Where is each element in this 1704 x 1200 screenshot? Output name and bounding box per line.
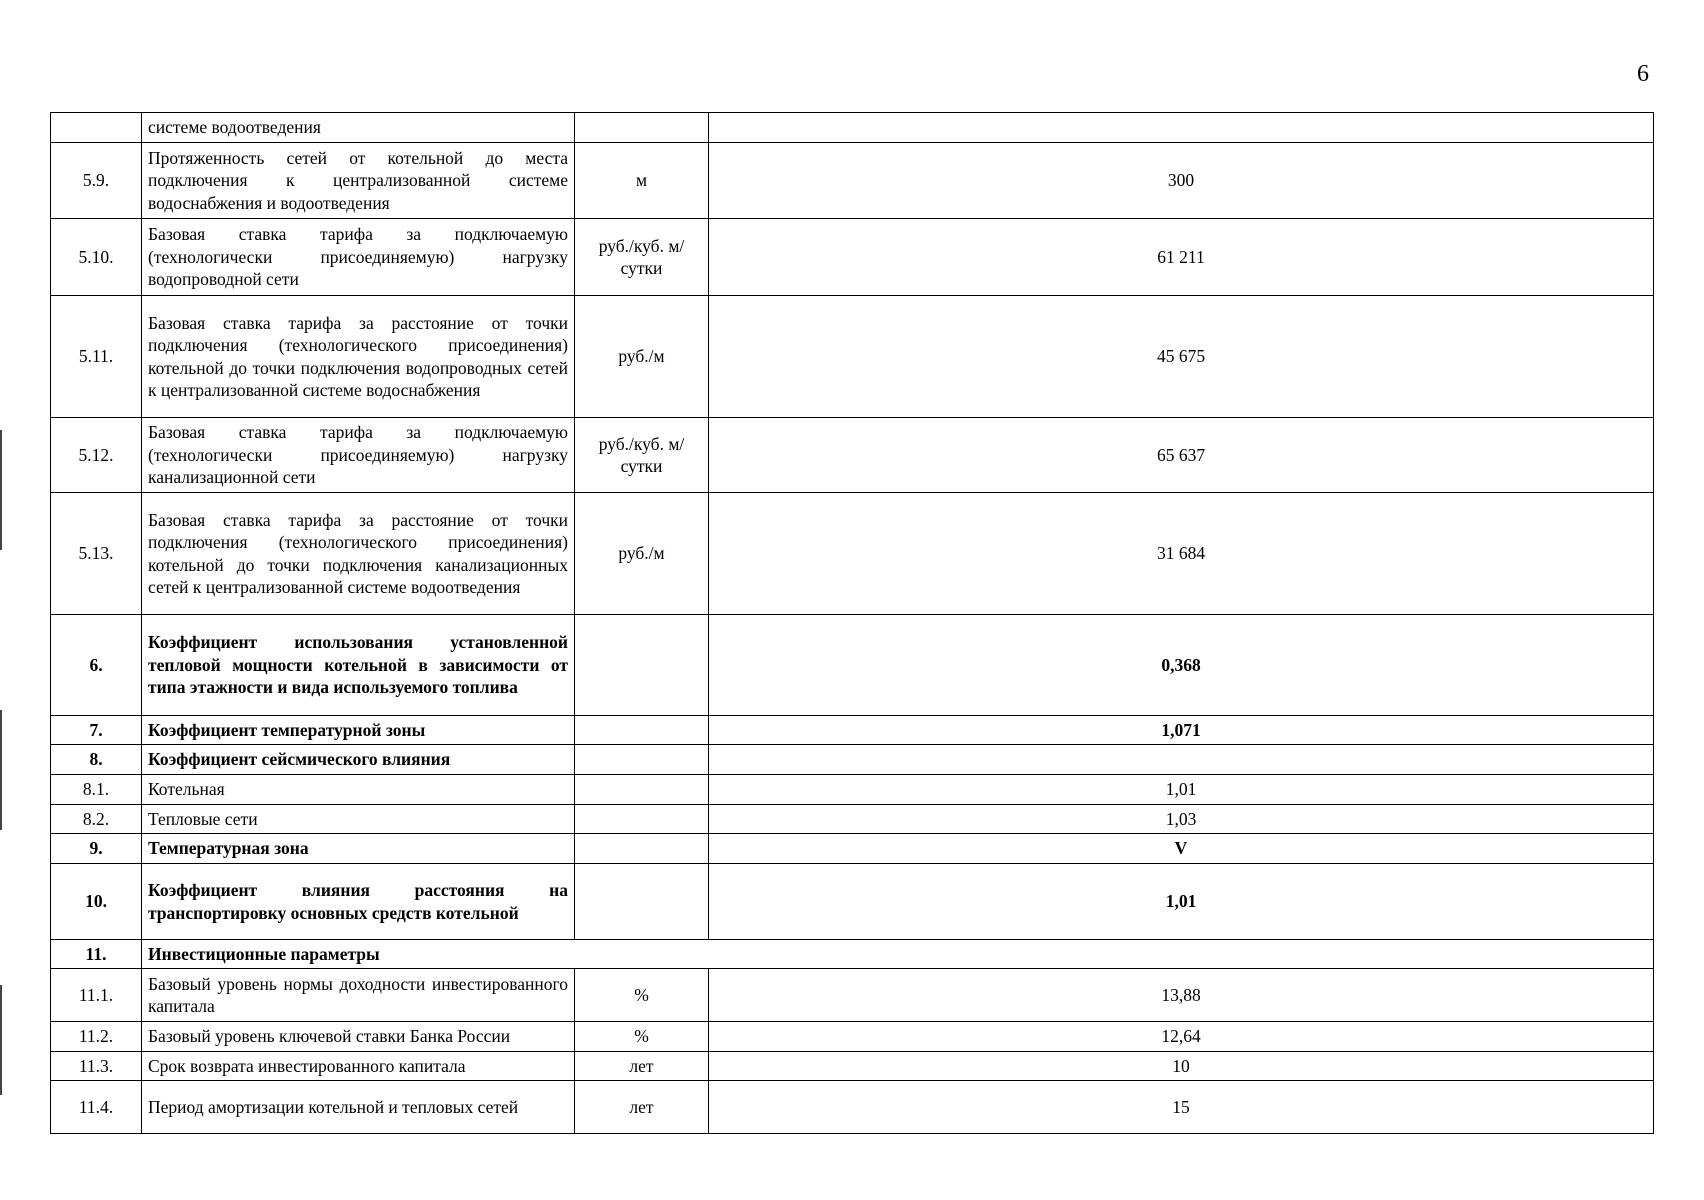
unit-text: руб./куб. м/ — [598, 433, 685, 454]
table-row — [51, 805, 1654, 834]
table-row — [51, 1052, 1654, 1081]
unit-cell — [575, 864, 709, 940]
unit-cell — [575, 1081, 709, 1134]
row-number: 5.10. — [51, 219, 142, 296]
unit-cell — [575, 493, 709, 615]
unit-cell — [575, 615, 709, 716]
parameter-description: Срок возврата инвестированного капитала — [142, 1052, 575, 1081]
table-row — [51, 864, 1654, 940]
table-row — [51, 716, 1654, 745]
parameter-description: Протяженность сетей от котельной до места подключения к централизованной системе водоснабжения и водоотведения — [142, 143, 575, 219]
table-row — [51, 775, 1654, 805]
row-number: 11.3. — [51, 1052, 142, 1081]
parameter-description: Коэффициент использования установленной тепловой мощности котельной в зависимости от типа этажности и вида используемого топлива — [142, 615, 575, 716]
table-row — [51, 745, 1654, 775]
parameter-description: Тепловые сети — [142, 805, 575, 834]
page-number: 6 — [1637, 61, 1649, 87]
row-number: 7. — [51, 716, 142, 745]
unit-cell — [575, 296, 709, 418]
parameter-description: системе водоотведения — [142, 113, 575, 143]
table-row — [51, 969, 1654, 1022]
table-row — [51, 834, 1654, 864]
table-row — [51, 493, 1654, 615]
row-number: 11.2. — [51, 1022, 142, 1052]
unit-cell — [575, 834, 709, 864]
unit-text: руб./куб. м/ — [598, 235, 685, 256]
scan-edge-mark — [0, 430, 2, 550]
parameter-description: Температурная зона — [142, 834, 575, 864]
unit-cell — [575, 716, 709, 745]
scan-edge-mark — [0, 710, 2, 830]
unit-text: руб./м — [618, 346, 665, 367]
row-number — [51, 113, 142, 143]
unit-cell — [575, 805, 709, 834]
row-number: 6. — [51, 615, 142, 716]
row-number: 11.1. — [51, 969, 142, 1022]
table-row — [51, 940, 1654, 969]
parameter-description: Коэффициент влияния расстояния на транспортировку основных средств котельной — [142, 864, 575, 940]
unit-cell — [575, 418, 709, 493]
value-cell — [709, 745, 1654, 775]
unit-text: лет — [629, 1055, 654, 1076]
value-cell: 1,01 — [709, 864, 1654, 940]
unit-cell — [575, 745, 709, 775]
unit-text: % — [634, 1026, 649, 1047]
value-cell: 61 211 — [709, 219, 1654, 296]
unit-text: сутки — [620, 456, 663, 476]
value-cell: 31 684 — [709, 493, 1654, 615]
parameters-table — [50, 112, 1654, 1134]
row-number: 8.1. — [51, 775, 142, 805]
value-cell — [709, 113, 1654, 143]
row-number: 11. — [51, 940, 142, 969]
unit-text: руб./м — [618, 543, 665, 564]
value-cell: 45 675 — [709, 296, 1654, 418]
value-cell: 12,64 — [709, 1022, 1654, 1052]
table-row — [51, 219, 1654, 296]
parameter-description: Котельная — [142, 775, 575, 805]
value-cell: 1,071 — [709, 716, 1654, 745]
row-number: 5.12. — [51, 418, 142, 493]
unit-text: м — [635, 170, 648, 191]
row-number: 8.2. — [51, 805, 142, 834]
unit-cell — [575, 1052, 709, 1081]
parameter-description: Базовая ставка тарифа за расстояние от точки подключения (технологического присоединения) котельной до точки подключения канализационных сетей к централизованной системе водоотведения — [142, 493, 575, 615]
value-cell: V — [709, 834, 1654, 864]
unit-cell — [575, 969, 709, 1022]
unit-cell — [575, 1022, 709, 1052]
parameters-table-body — [51, 113, 1654, 1134]
parameter-description: Коэффициент сейсмического влияния — [142, 745, 575, 775]
row-number: 9. — [51, 834, 142, 864]
unit-text: % — [634, 984, 649, 1005]
value-cell: 1,01 — [709, 775, 1654, 805]
unit-cell — [575, 143, 709, 219]
table-row — [51, 296, 1654, 418]
table-row — [51, 1081, 1654, 1134]
parameter-description: Период амортизации котельной и тепловых сетей — [142, 1081, 575, 1134]
row-number: 11.4. — [51, 1081, 142, 1134]
table-row — [51, 113, 1654, 143]
table-row — [51, 143, 1654, 219]
row-number: 5.13. — [51, 493, 142, 615]
row-number: 5.11. — [51, 296, 142, 418]
value-cell: 65 637 — [709, 418, 1654, 493]
parameter-description: Базовая ставка тарифа за расстояние от точки подключения (технологического присоединения) котельной до точки подключения водопроводных сетей к централизованной системе водоснабжения — [142, 296, 575, 418]
parameter-description: Базовая ставка тарифа за подключаемую (технологически присоединяемую) нагрузку водопроводной сети — [142, 219, 575, 296]
value-cell: 1,03 — [709, 805, 1654, 834]
scan-edge-mark — [0, 985, 2, 1095]
unit-cell — [575, 219, 709, 296]
table-row — [51, 1022, 1654, 1052]
parameter-description: Базовая ставка тарифа за подключаемую (технологически присоединяемую) нагрузку канализационной сети — [142, 418, 575, 493]
unit-text: сутки — [620, 258, 663, 278]
unit-text: лет — [629, 1096, 654, 1117]
value-cell: 0,368 — [709, 615, 1654, 716]
table-row — [51, 418, 1654, 493]
row-number: 5.9. — [51, 143, 142, 219]
parameter-description: Базовый уровень нормы доходности инвестированного капитала — [142, 969, 575, 1022]
value-cell: 10 — [709, 1052, 1654, 1081]
value-cell: 300 — [709, 143, 1654, 219]
parameter-description: Инвестиционные параметры — [142, 940, 1654, 969]
row-number: 10. — [51, 864, 142, 940]
unit-cell — [575, 775, 709, 805]
value-cell: 13,88 — [709, 969, 1654, 1022]
table-row — [51, 615, 1654, 716]
row-number: 8. — [51, 745, 142, 775]
unit-cell — [575, 113, 709, 143]
parameter-description: Базовый уровень ключевой ставки Банка России — [142, 1022, 575, 1052]
value-cell: 15 — [709, 1081, 1654, 1134]
parameter-description: Коэффициент температурной зоны — [142, 716, 575, 745]
